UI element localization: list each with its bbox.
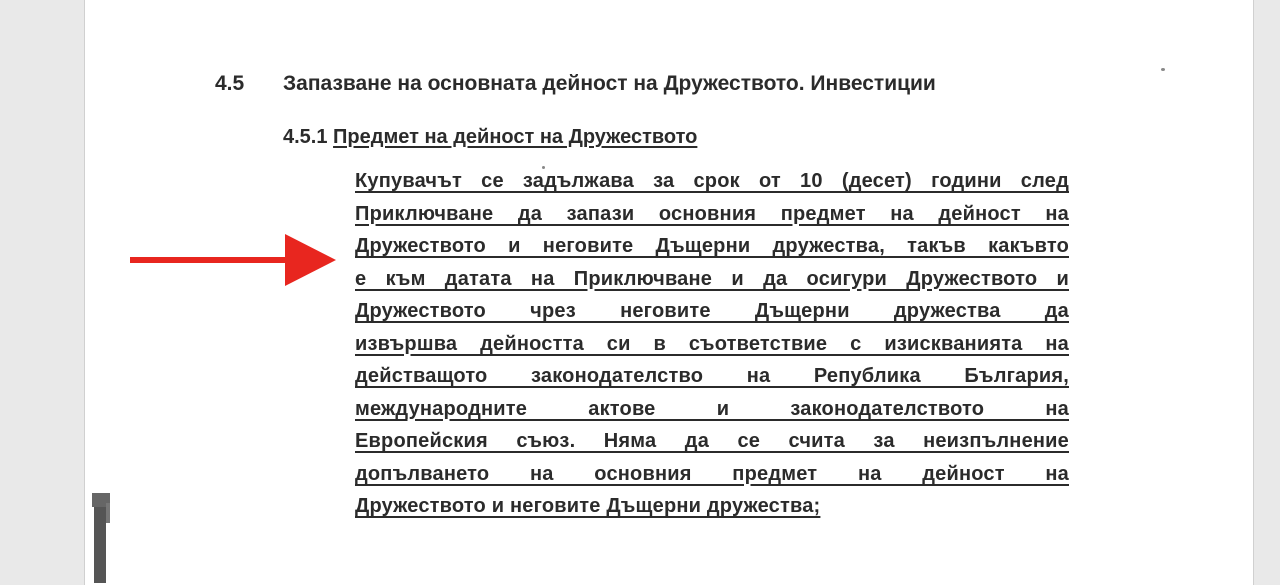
paragraph-line: Приключване да запази основния предмет на дейност на xyxy=(355,202,1069,225)
subsection-heading xyxy=(283,126,697,149)
section-title: Запазване на основната дейност на Дружеството. Инвестиции xyxy=(283,72,936,95)
clause-paragraph xyxy=(355,170,1069,528)
scan-artifact xyxy=(92,493,114,583)
paragraph-line: международните актове и законодателството на xyxy=(355,397,1069,420)
paragraph-line: Дружеството и неговите Дъщерни дружества; xyxy=(355,495,821,517)
paragraph-line: е към датата на Приключване и да осигури Дружеството и xyxy=(355,267,1069,290)
section-number: 4.5 xyxy=(215,72,245,95)
document-page xyxy=(84,0,1254,585)
subsection-title: Предмет на дейност на Дружеството xyxy=(333,126,698,148)
paragraph-line: Купувачът се задължава за срок от 10 (десет) години след xyxy=(355,170,1069,192)
subsection-number: 4.5.1 xyxy=(283,126,328,148)
paragraph-line: Европейския съюз. Няма да се счита за неизпълнение xyxy=(355,430,1069,452)
arrow-right-icon xyxy=(130,234,336,286)
paragraph-line: действащото законодателство на Република България, xyxy=(355,365,1069,387)
paragraph-line: извършва дейността си в съответствие с изискванията на xyxy=(355,332,1069,355)
paragraph-line: Дружеството чрез неговите Дъщерни дружества да xyxy=(355,300,1069,322)
paragraph-line: Дружеството и неговите Дъщерни дружества, такъв какъвто xyxy=(355,235,1069,257)
paragraph-line: допълването на основния предмет на дейност на xyxy=(355,462,1069,485)
section-heading xyxy=(215,72,936,96)
scan-speck xyxy=(1161,68,1165,71)
scan-speck xyxy=(542,166,545,169)
